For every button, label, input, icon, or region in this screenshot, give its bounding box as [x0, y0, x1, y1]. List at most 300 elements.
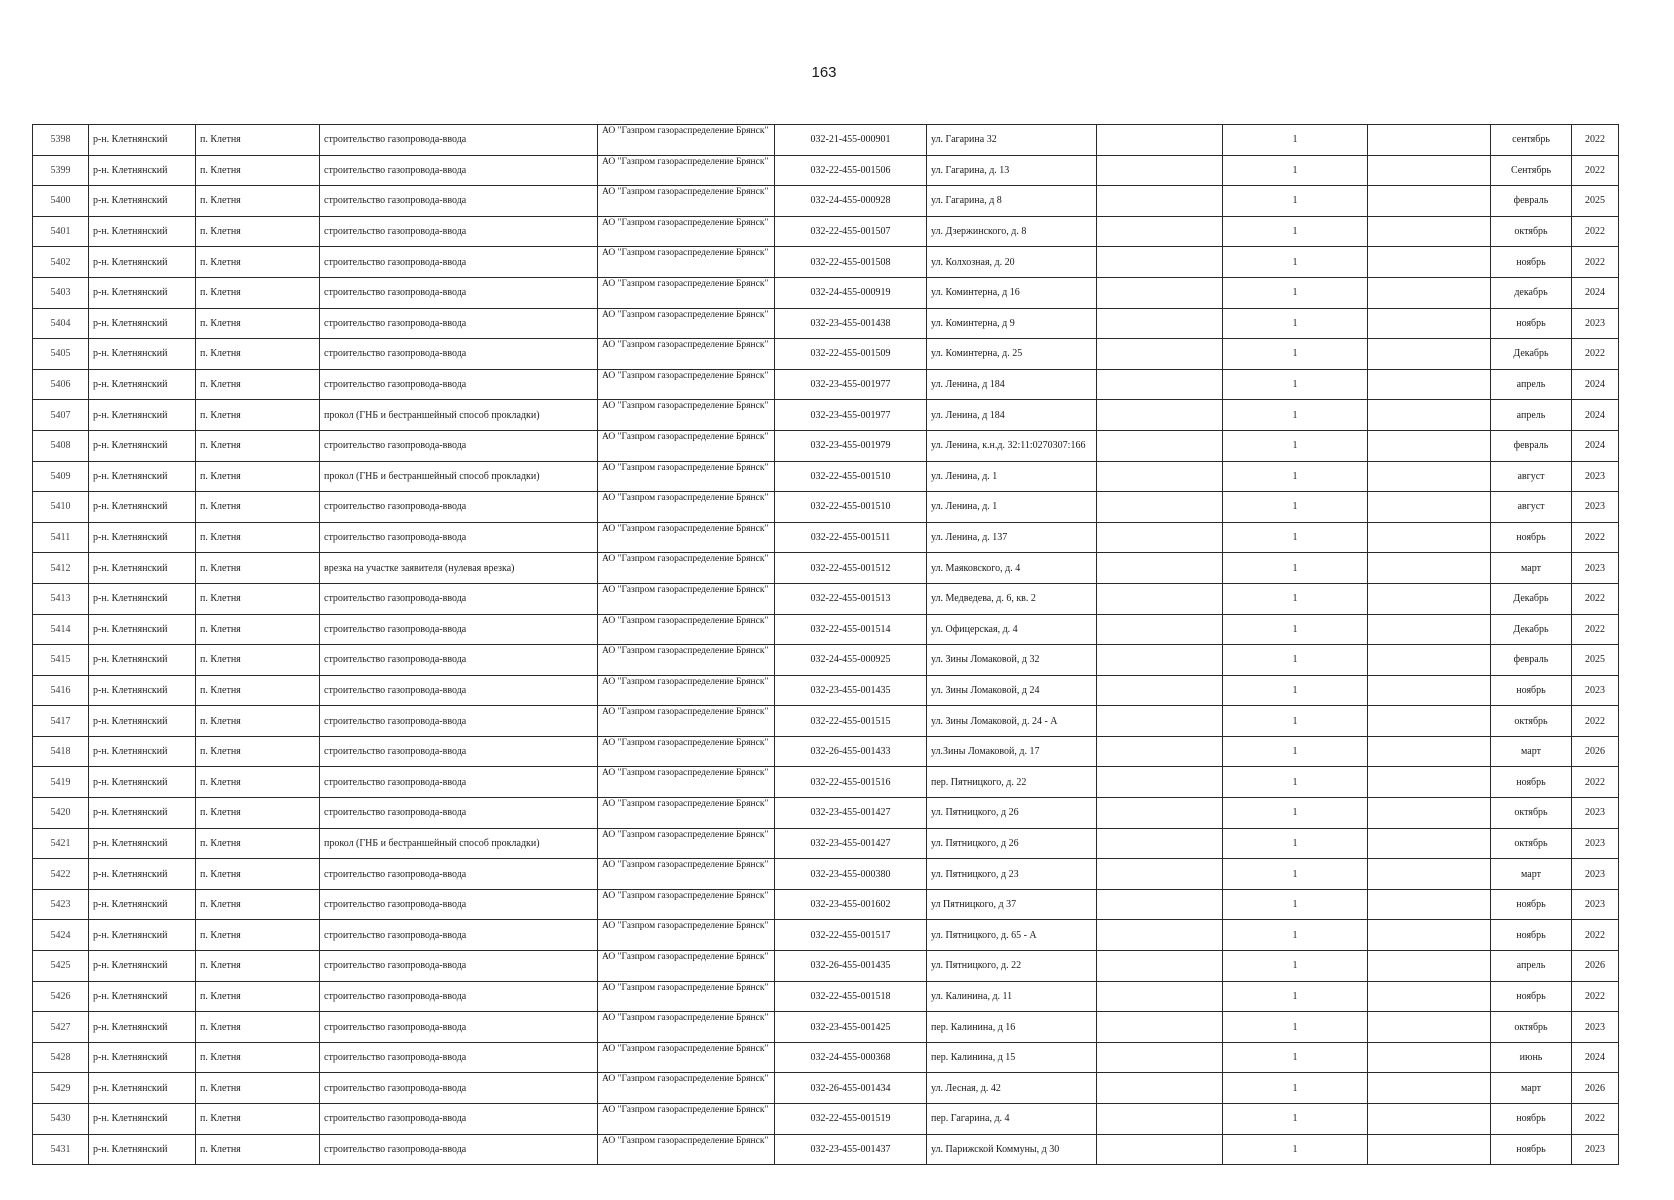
tech-conditions-code-cell: 032-24-455-000928: [775, 186, 927, 217]
quantity-cell: 1: [1223, 1042, 1368, 1073]
district-cell: р-н. Клетнянский: [89, 645, 196, 676]
organization-cell: АО "Газпром газораспределение Брянск": [598, 828, 775, 859]
empty-cell: [1097, 339, 1223, 370]
year-cell: 2022: [1572, 155, 1619, 186]
tech-conditions-code-cell: 032-22-455-001519: [775, 1104, 927, 1135]
year-cell: 2024: [1572, 369, 1619, 400]
town-cell: п. Клетня: [196, 553, 320, 584]
year-cell: 2022: [1572, 981, 1619, 1012]
row-number-cell: 5400: [33, 186, 89, 217]
district-cell: р-н. Клетнянский: [89, 706, 196, 737]
work-type-cell: строительство газопровода-ввода: [320, 889, 598, 920]
year-cell: 2023: [1572, 461, 1619, 492]
empty-cell: [1368, 767, 1491, 798]
row-number-cell: 5402: [33, 247, 89, 278]
town-cell: п. Клетня: [196, 216, 320, 247]
district-cell: р-н. Клетнянский: [89, 767, 196, 798]
empty-cell: [1368, 1012, 1491, 1043]
year-cell: 2025: [1572, 645, 1619, 676]
work-type-cell: строительство газопровода-ввода: [320, 798, 598, 829]
district-cell: р-н. Клетнянский: [89, 186, 196, 217]
year-cell: 2022: [1572, 1104, 1619, 1135]
organization-cell: АО "Газпром газораспределение Брянск": [598, 706, 775, 737]
empty-cell: [1097, 522, 1223, 553]
month-cell: ноябрь: [1491, 1104, 1572, 1135]
town-cell: п. Клетня: [196, 125, 320, 156]
year-cell: 2022: [1572, 339, 1619, 370]
year-cell: 2026: [1572, 736, 1619, 767]
empty-cell: [1368, 553, 1491, 584]
work-type-cell: строительство газопровода-ввода: [320, 125, 598, 156]
town-cell: п. Клетня: [196, 981, 320, 1012]
work-type-cell: строительство газопровода-ввода: [320, 369, 598, 400]
empty-cell: [1097, 308, 1223, 339]
address-cell: ул. Медведева, д. 6, кв. 2: [927, 583, 1097, 614]
work-type-cell: строительство газопровода-ввода: [320, 155, 598, 186]
address-cell: ул. Дзержинского, д. 8: [927, 216, 1097, 247]
year-cell: 2023: [1572, 675, 1619, 706]
quantity-cell: 1: [1223, 400, 1368, 431]
address-cell: ул. Коминтерна, д 9: [927, 308, 1097, 339]
year-cell: 2023: [1572, 828, 1619, 859]
quantity-cell: 1: [1223, 247, 1368, 278]
quantity-cell: 1: [1223, 553, 1368, 584]
district-cell: р-н. Клетнянский: [89, 798, 196, 829]
quantity-cell: 1: [1223, 430, 1368, 461]
year-cell: 2022: [1572, 216, 1619, 247]
month-cell: март: [1491, 553, 1572, 584]
year-cell: 2023: [1572, 1134, 1619, 1165]
town-cell: п. Клетня: [196, 675, 320, 706]
address-cell: пер. Калинина, д 15: [927, 1042, 1097, 1073]
tech-conditions-code-cell: 032-23-455-001427: [775, 828, 927, 859]
year-cell: 2022: [1572, 767, 1619, 798]
quantity-cell: 1: [1223, 645, 1368, 676]
tech-conditions-code-cell: 032-22-455-001518: [775, 981, 927, 1012]
organization-cell: АО "Газпром газораспределение Брянск": [598, 553, 775, 584]
address-cell: ул. Пятницкого, д 26: [927, 798, 1097, 829]
quantity-cell: 1: [1223, 767, 1368, 798]
table-row: [33, 706, 1619, 737]
work-type-cell: строительство газопровода-ввода: [320, 645, 598, 676]
empty-cell: [1097, 1104, 1223, 1135]
town-cell: п. Клетня: [196, 155, 320, 186]
month-cell: ноябрь: [1491, 767, 1572, 798]
work-type-cell: строительство газопровода-ввода: [320, 522, 598, 553]
empty-cell: [1097, 1134, 1223, 1165]
month-cell: декабрь: [1491, 277, 1572, 308]
empty-cell: [1097, 767, 1223, 798]
district-cell: р-н. Клетнянский: [89, 277, 196, 308]
organization-cell: АО "Газпром газораспределение Брянск": [598, 798, 775, 829]
organization-cell: АО "Газпром газораспределение Брянск": [598, 1012, 775, 1043]
quantity-cell: 1: [1223, 339, 1368, 370]
empty-cell: [1368, 920, 1491, 951]
row-number-cell: 5414: [33, 614, 89, 645]
quantity-cell: 1: [1223, 798, 1368, 829]
quantity-cell: 1: [1223, 492, 1368, 523]
empty-cell: [1097, 981, 1223, 1012]
organization-cell: АО "Газпром газораспределение Брянск": [598, 308, 775, 339]
organization-cell: АО "Газпром газораспределение Брянск": [598, 614, 775, 645]
empty-cell: [1368, 430, 1491, 461]
row-number-cell: 5417: [33, 706, 89, 737]
empty-cell: [1097, 889, 1223, 920]
empty-cell: [1368, 951, 1491, 982]
town-cell: п. Клетня: [196, 1104, 320, 1135]
month-cell: ноябрь: [1491, 247, 1572, 278]
table-row: [33, 1042, 1619, 1073]
address-cell: ул. Коминтерна, д 16: [927, 277, 1097, 308]
month-cell: апрель: [1491, 951, 1572, 982]
town-cell: п. Клетня: [196, 186, 320, 217]
work-type-cell: строительство газопровода-ввода: [320, 216, 598, 247]
address-cell: пер. Гагарина, д. 4: [927, 1104, 1097, 1135]
tech-conditions-code-cell: 032-23-455-000380: [775, 859, 927, 890]
town-cell: п. Клетня: [196, 1012, 320, 1043]
town-cell: п. Клетня: [196, 614, 320, 645]
work-type-cell: строительство газопровода-ввода: [320, 1134, 598, 1165]
work-type-cell: строительство газопровода-ввода: [320, 706, 598, 737]
year-cell: 2022: [1572, 706, 1619, 737]
row-number-cell: 5424: [33, 920, 89, 951]
tech-conditions-code-cell: 032-26-455-001435: [775, 951, 927, 982]
work-type-cell: строительство газопровода-ввода: [320, 920, 598, 951]
year-cell: 2023: [1572, 1012, 1619, 1043]
table-row: [33, 430, 1619, 461]
year-cell: 2023: [1572, 889, 1619, 920]
empty-cell: [1097, 828, 1223, 859]
organization-cell: АО "Газпром газораспределение Брянск": [598, 186, 775, 217]
district-cell: р-н. Клетнянский: [89, 492, 196, 523]
empty-cell: [1097, 798, 1223, 829]
tech-conditions-code-cell: 032-22-455-001510: [775, 492, 927, 523]
month-cell: март: [1491, 736, 1572, 767]
year-cell: 2024: [1572, 1042, 1619, 1073]
town-cell: п. Клетня: [196, 492, 320, 523]
work-type-cell: прокол (ГНБ и бестраншейный способ прокладки): [320, 461, 598, 492]
address-cell: ул. Пятницкого, д 26: [927, 828, 1097, 859]
empty-cell: [1368, 186, 1491, 217]
address-cell: ул. Калинина, д. 11: [927, 981, 1097, 1012]
address-cell: ул. Пятницкого, д. 22: [927, 951, 1097, 982]
address-cell: ул. Маяковского, д. 4: [927, 553, 1097, 584]
month-cell: сентябрь: [1491, 125, 1572, 156]
organization-cell: АО "Газпром газораспределение Брянск": [598, 400, 775, 431]
year-cell: 2026: [1572, 951, 1619, 982]
table-row: [33, 492, 1619, 523]
empty-cell: [1368, 981, 1491, 1012]
address-cell: ул. Зины Ломаковой, д 24: [927, 675, 1097, 706]
table-row: [33, 767, 1619, 798]
town-cell: п. Клетня: [196, 1134, 320, 1165]
work-type-cell: врезка на участке заявителя (нулевая врезка): [320, 553, 598, 584]
year-cell: 2023: [1572, 492, 1619, 523]
empty-cell: [1368, 736, 1491, 767]
address-cell: ул. Гагарина, д 8: [927, 186, 1097, 217]
district-cell: р-н. Клетнянский: [89, 736, 196, 767]
address-cell: ул. Ленина, д. 137: [927, 522, 1097, 553]
address-cell: пер. Калинина, д 16: [927, 1012, 1097, 1043]
empty-cell: [1368, 125, 1491, 156]
organization-cell: АО "Газпром газораспределение Брянск": [598, 675, 775, 706]
organization-cell: АО "Газпром газораспределение Брянск": [598, 369, 775, 400]
row-number-cell: 5409: [33, 461, 89, 492]
month-cell: ноябрь: [1491, 522, 1572, 553]
tech-conditions-code-cell: 032-23-455-001437: [775, 1134, 927, 1165]
organization-cell: АО "Газпром газораспределение Брянск": [598, 1073, 775, 1104]
district-cell: р-н. Клетнянский: [89, 920, 196, 951]
row-number-cell: 5425: [33, 951, 89, 982]
month-cell: ноябрь: [1491, 981, 1572, 1012]
work-type-cell: строительство газопровода-ввода: [320, 247, 598, 278]
row-number-cell: 5421: [33, 828, 89, 859]
quantity-cell: 1: [1223, 828, 1368, 859]
month-cell: март: [1491, 1073, 1572, 1104]
address-cell: ул. Ленина, д 184: [927, 400, 1097, 431]
town-cell: п. Клетня: [196, 1042, 320, 1073]
year-cell: 2023: [1572, 859, 1619, 890]
table-row: [33, 1134, 1619, 1165]
table-row: [33, 277, 1619, 308]
quantity-cell: 1: [1223, 125, 1368, 156]
table-row: [33, 216, 1619, 247]
empty-cell: [1097, 859, 1223, 890]
empty-cell: [1097, 461, 1223, 492]
tech-conditions-code-cell: 032-22-455-001517: [775, 920, 927, 951]
table-row: [33, 155, 1619, 186]
quantity-cell: 1: [1223, 1134, 1368, 1165]
district-cell: р-н. Клетнянский: [89, 430, 196, 461]
row-number-cell: 5429: [33, 1073, 89, 1104]
empty-cell: [1368, 400, 1491, 431]
table-row: [33, 920, 1619, 951]
quantity-cell: 1: [1223, 951, 1368, 982]
empty-cell: [1097, 125, 1223, 156]
district-cell: р-н. Клетнянский: [89, 859, 196, 890]
row-number-cell: 5401: [33, 216, 89, 247]
quantity-cell: 1: [1223, 1012, 1368, 1043]
empty-cell: [1097, 583, 1223, 614]
quantity-cell: 1: [1223, 1073, 1368, 1104]
table-body: [33, 125, 1619, 1165]
month-cell: Декабрь: [1491, 614, 1572, 645]
empty-cell: [1368, 614, 1491, 645]
empty-cell: [1097, 645, 1223, 676]
work-type-cell: строительство газопровода-ввода: [320, 736, 598, 767]
district-cell: р-н. Клетнянский: [89, 828, 196, 859]
address-cell: ул. Офицерская, д. 4: [927, 614, 1097, 645]
empty-cell: [1368, 798, 1491, 829]
address-cell: ул. Пятницкого, д. 65 - А: [927, 920, 1097, 951]
month-cell: ноябрь: [1491, 1134, 1572, 1165]
address-cell: ул. Лесная, д. 42: [927, 1073, 1097, 1104]
table-row: [33, 889, 1619, 920]
row-number-cell: 5422: [33, 859, 89, 890]
district-cell: р-н. Клетнянский: [89, 125, 196, 156]
tech-conditions-code-cell: 032-22-455-001512: [775, 553, 927, 584]
row-number-cell: 5430: [33, 1104, 89, 1135]
address-cell: ул. Пятницкого, д 23: [927, 859, 1097, 890]
work-type-cell: строительство газопровода-ввода: [320, 277, 598, 308]
row-number-cell: 5412: [33, 553, 89, 584]
quantity-cell: 1: [1223, 736, 1368, 767]
page-number: 163: [811, 64, 837, 81]
table-row: [33, 461, 1619, 492]
row-number-cell: 5405: [33, 339, 89, 370]
quantity-cell: 1: [1223, 155, 1368, 186]
empty-cell: [1097, 706, 1223, 737]
month-cell: ноябрь: [1491, 675, 1572, 706]
work-type-cell: строительство газопровода-ввода: [320, 308, 598, 339]
tech-conditions-code-cell: 032-22-455-001513: [775, 583, 927, 614]
year-cell: 2022: [1572, 920, 1619, 951]
district-cell: р-н. Клетнянский: [89, 583, 196, 614]
tech-conditions-code-cell: 032-24-455-000919: [775, 277, 927, 308]
empty-cell: [1368, 339, 1491, 370]
year-cell: 2022: [1572, 247, 1619, 278]
empty-cell: [1368, 247, 1491, 278]
organization-cell: АО "Газпром газораспределение Брянск": [598, 461, 775, 492]
row-number-cell: 5419: [33, 767, 89, 798]
organization-cell: АО "Газпром газораспределение Брянск": [598, 767, 775, 798]
empty-cell: [1368, 828, 1491, 859]
organization-cell: АО "Газпром газораспределение Брянск": [598, 583, 775, 614]
address-cell: ул. Парижской Коммуны, д 30: [927, 1134, 1097, 1165]
empty-cell: [1097, 277, 1223, 308]
town-cell: п. Клетня: [196, 522, 320, 553]
table-row: [33, 308, 1619, 339]
quantity-cell: 1: [1223, 614, 1368, 645]
table-row: [33, 798, 1619, 829]
tech-conditions-code-cell: 032-22-455-001514: [775, 614, 927, 645]
table-row: [33, 369, 1619, 400]
month-cell: февраль: [1491, 430, 1572, 461]
table-row: [33, 1073, 1619, 1104]
table-row: [33, 125, 1619, 156]
table-row: [33, 675, 1619, 706]
organization-cell: АО "Газпром газораспределение Брянск": [598, 981, 775, 1012]
empty-cell: [1368, 308, 1491, 339]
month-cell: октябрь: [1491, 828, 1572, 859]
district-cell: р-н. Клетнянский: [89, 675, 196, 706]
town-cell: п. Клетня: [196, 247, 320, 278]
district-cell: р-н. Клетнянский: [89, 400, 196, 431]
quantity-cell: 1: [1223, 308, 1368, 339]
quantity-cell: 1: [1223, 1104, 1368, 1135]
district-cell: р-н. Клетнянский: [89, 1012, 196, 1043]
town-cell: п. Клетня: [196, 920, 320, 951]
town-cell: п. Клетня: [196, 706, 320, 737]
year-cell: 2024: [1572, 430, 1619, 461]
tech-conditions-code-cell: 032-21-455-000901: [775, 125, 927, 156]
town-cell: п. Клетня: [196, 369, 320, 400]
tech-conditions-code-cell: 032-23-455-001435: [775, 675, 927, 706]
table-row: [33, 736, 1619, 767]
work-type-cell: строительство газопровода-ввода: [320, 675, 598, 706]
year-cell: 2022: [1572, 583, 1619, 614]
row-number-cell: 5415: [33, 645, 89, 676]
empty-cell: [1368, 889, 1491, 920]
empty-cell: [1368, 155, 1491, 186]
quantity-cell: 1: [1223, 522, 1368, 553]
month-cell: ноябрь: [1491, 308, 1572, 339]
month-cell: март: [1491, 859, 1572, 890]
empty-cell: [1368, 645, 1491, 676]
table-row: [33, 828, 1619, 859]
row-number-cell: 5418: [33, 736, 89, 767]
tech-conditions-code-cell: 032-23-455-001977: [775, 400, 927, 431]
tech-conditions-code-cell: 032-24-455-000368: [775, 1042, 927, 1073]
row-number-cell: 5420: [33, 798, 89, 829]
empty-cell: [1368, 216, 1491, 247]
town-cell: п. Клетня: [196, 798, 320, 829]
table-row: [33, 339, 1619, 370]
month-cell: август: [1491, 461, 1572, 492]
town-cell: п. Клетня: [196, 461, 320, 492]
empty-cell: [1097, 736, 1223, 767]
empty-cell: [1368, 1042, 1491, 1073]
empty-cell: [1368, 492, 1491, 523]
district-cell: р-н. Клетнянский: [89, 1104, 196, 1135]
row-number-cell: 5426: [33, 981, 89, 1012]
district-cell: р-н. Клетнянский: [89, 614, 196, 645]
quantity-cell: 1: [1223, 216, 1368, 247]
empty-cell: [1097, 1073, 1223, 1104]
empty-cell: [1368, 859, 1491, 890]
tech-conditions-code-cell: 032-22-455-001516: [775, 767, 927, 798]
row-number-cell: 5406: [33, 369, 89, 400]
month-cell: Сентябрь: [1491, 155, 1572, 186]
town-cell: п. Клетня: [196, 889, 320, 920]
year-cell: 2023: [1572, 553, 1619, 584]
town-cell: п. Клетня: [196, 645, 320, 676]
year-cell: 2023: [1572, 308, 1619, 339]
address-cell: ул. Гагарина, д. 13: [927, 155, 1097, 186]
district-cell: р-н. Клетнянский: [89, 889, 196, 920]
empty-cell: [1368, 675, 1491, 706]
address-cell: ул Пятницкого, д 37: [927, 889, 1097, 920]
quantity-cell: 1: [1223, 583, 1368, 614]
empty-cell: [1368, 369, 1491, 400]
table-row: [33, 645, 1619, 676]
address-cell: ул. Коминтерна, д. 25: [927, 339, 1097, 370]
month-cell: октябрь: [1491, 216, 1572, 247]
work-type-cell: строительство газопровода-ввода: [320, 951, 598, 982]
table-row: [33, 1104, 1619, 1135]
works-table: [32, 124, 1619, 1165]
quantity-cell: 1: [1223, 277, 1368, 308]
organization-cell: АО "Газпром газораспределение Брянск": [598, 155, 775, 186]
town-cell: п. Клетня: [196, 951, 320, 982]
table-row: [33, 522, 1619, 553]
row-number-cell: 5428: [33, 1042, 89, 1073]
row-number-cell: 5423: [33, 889, 89, 920]
district-cell: р-н. Клетнянский: [89, 369, 196, 400]
work-type-cell: строительство газопровода-ввода: [320, 981, 598, 1012]
month-cell: февраль: [1491, 186, 1572, 217]
work-type-cell: прокол (ГНБ и бестраншейный способ прокладки): [320, 828, 598, 859]
table-row: [33, 400, 1619, 431]
row-number-cell: 5416: [33, 675, 89, 706]
empty-cell: [1097, 155, 1223, 186]
year-cell: 2023: [1572, 798, 1619, 829]
empty-cell: [1368, 1073, 1491, 1104]
district-cell: р-н. Клетнянский: [89, 1042, 196, 1073]
empty-cell: [1097, 216, 1223, 247]
town-cell: п. Клетня: [196, 277, 320, 308]
tech-conditions-code-cell: 032-23-455-001425: [775, 1012, 927, 1043]
